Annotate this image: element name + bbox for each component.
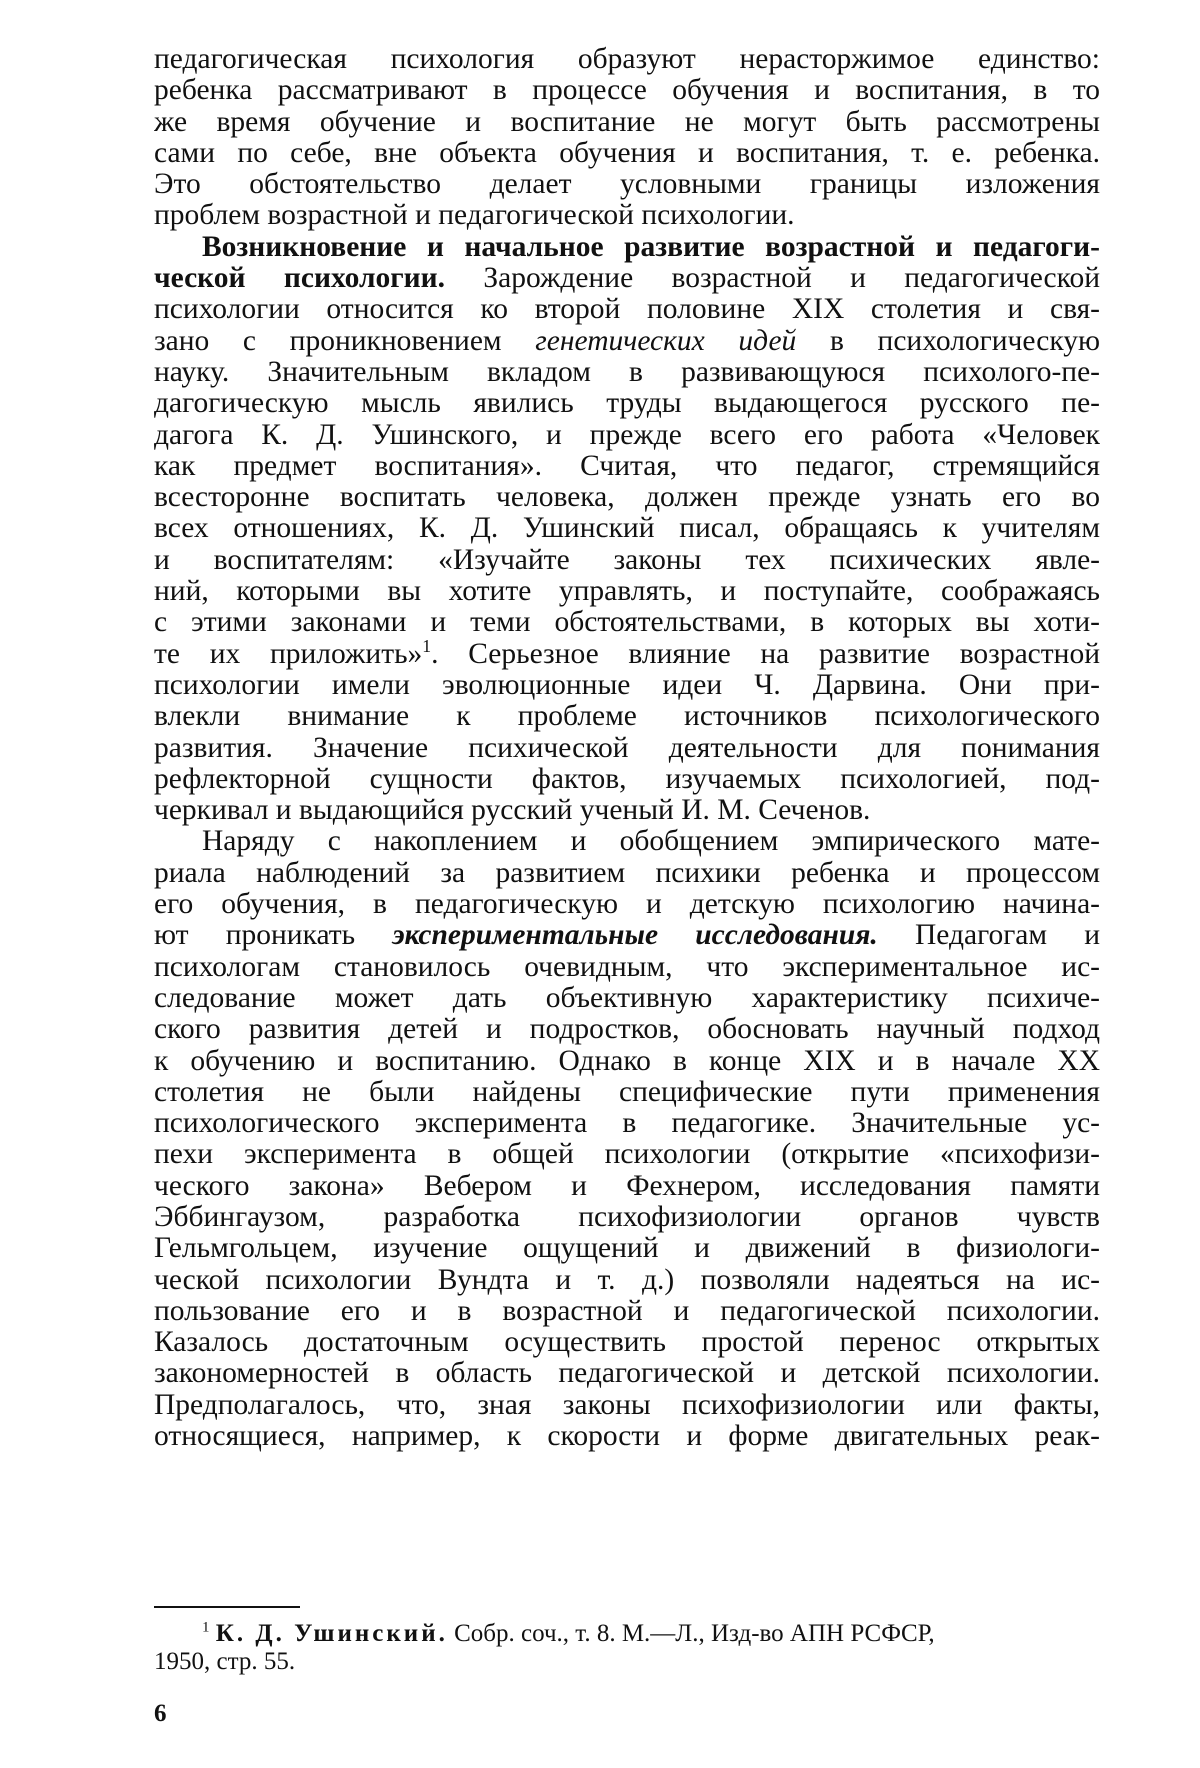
footnote-line: 1950, стр. 55. [154, 1648, 296, 1675]
text-line: следование может дать объективную характеристику психиче- [154, 982, 1100, 1014]
text-line: пехи эксперимента в общей психологии (открытие «психофизи- [154, 1139, 1100, 1171]
text-line: как предмет воспитания». Считая, что педагог, стремящийся [154, 450, 1100, 482]
text-line: ческой психологии. Зарождение возрастной и педагогической [154, 263, 1100, 295]
text-line: те их приложить»$^1$. Серьезное влияние на развитие возрастной [154, 639, 1100, 670]
text-line: Наряду с накоплением и обобщением эмпирического мате- [202, 826, 1100, 858]
section-origin [154, 232, 1100, 827]
text-line: его обучения, в педагогическую и детскую психологию начина- [154, 889, 1100, 921]
text-line: психологам становилось очевидным, что экспериментальное ис- [154, 951, 1100, 983]
section-heading: Возникновение и начальное развитие возрастной и педагоги- [202, 231, 1100, 263]
section-heading-end: ческой психологии. [154, 263, 446, 295]
footnote [154, 1620, 1100, 1676]
text-line: психологического эксперимента в педагогике. Значительные ус- [154, 1108, 1100, 1140]
footnote-author: К. Д. Ушинский. [215, 1620, 448, 1647]
text-line: всесторонне воспитать человека, должен прежде узнать его во [154, 482, 1100, 514]
text-line: развития. Значение психической деятельности для понимания [154, 732, 1100, 764]
text-line: и воспитателям: «Изучайте законы тех психических явле- [154, 544, 1100, 576]
text-line: относящиеся, например, к скорости и форме двигательных реак- [154, 1421, 1100, 1453]
footnote-reference[interactable]: 1 [422, 638, 432, 656]
text-line: науку. Значительным вкладом в развивающуюся психолого-пе- [154, 356, 1100, 388]
text-line: черкивал и выдающийся русский ученый И. М. Сеченов. [154, 795, 871, 827]
text-line: же время обучение и воспитание не могут быть рассмотрены [154, 106, 1100, 138]
text-line: столетия не были найдены специфические пути применения [154, 1076, 1100, 1108]
text-line: ческого закона» Вебером и Фехнером, исследования памяти [154, 1170, 1100, 1202]
text-line: закономерностей в область педагогической и детской психологии. [154, 1358, 1100, 1390]
footnote-line [154, 1620, 1100, 1648]
paragraph-intro [154, 44, 1100, 232]
text-line: ребенка рассматривают в процессе обучения и воспитания, в то [154, 75, 1100, 107]
text-line: психологии относится ко второй половине XIX столетия и свя- [154, 294, 1100, 326]
text-line: к обучению и воспитанию. Однако в конце XIX и в начале XX [154, 1045, 1100, 1077]
text-line: проблем возрастной и педагогической психологии. [154, 200, 795, 232]
emphasis-genetic-ideas: генетических идей [535, 325, 797, 357]
text-line: влекли внимание к проблеме источников психологического [154, 701, 1100, 733]
section-heading-line [154, 232, 1100, 263]
text-line: пользование его и в возрастной и педагогической психологии. [154, 1295, 1100, 1327]
footnote-divider [154, 1606, 300, 1608]
text-line: Казалось достаточным осуществить простой перенос открытых [154, 1327, 1100, 1359]
text-line: ческой психологии Вундта и т. д.) позволяли надеяться на ис- [154, 1264, 1100, 1296]
text-line: ют проникать экспериментальные исследования. Педагогам и [154, 920, 1100, 952]
emphasis-experimental-research: экспериментальные исследования. [392, 920, 878, 952]
page-number: 6 [154, 1700, 167, 1727]
text-line: педагогическая психология образуют нерасторжимое единство: [154, 44, 1100, 75]
text-line: Это обстоятельство делает условными границы изложения [154, 169, 1100, 201]
text-line: всех отношениях, К. Д. Ушинский писал, обращаясь к учителям [154, 513, 1100, 545]
footnote-citation: Собр. соч., т. 8. М.—Л., Изд-во АПН РСФСР, [454, 1620, 935, 1647]
page-body [154, 44, 1100, 1452]
text-line: психологии имели эволюционные идеи Ч. Дарвина. Они при- [154, 669, 1100, 701]
text-line: дагога К. Д. Ушинского, и прежде всего его работа «Человек [154, 419, 1100, 451]
paragraph-experimental [154, 826, 1100, 1452]
text-line: Гельмгольцем, изучение ощущений и движений в физиологи- [154, 1233, 1100, 1265]
text-line: Эббингаузом, разработка психофизиологии органов чувств [154, 1201, 1100, 1233]
text-line: ского развития детей и подростков, обосновать научный подход [154, 1014, 1100, 1046]
text-line: дагогическую мысль явились труды выдающегося русского пе- [154, 388, 1100, 420]
text-line: зано с проникновением генетических идей в психологическую [154, 325, 1100, 357]
text-line: рефлекторной сущности фактов, изучаемых психологией, под- [154, 763, 1100, 795]
text-line: риала наблюдений за развитием психики ребенка и процессом [154, 857, 1100, 889]
footnote-mark: 1 [202, 1619, 210, 1636]
text-line: Предполагалось, что, зная законы психофизиологии или факты, [154, 1389, 1100, 1421]
text-line: с этими законами и теми обстоятельствами, в которых вы хоти- [154, 607, 1100, 639]
text-line: ний, которыми вы хотите управлять, и поступайте, соображаясь [154, 576, 1100, 608]
text-line: сами по себе, вне объекта обучения и воспитания, т. е. ребенка. [154, 137, 1100, 169]
